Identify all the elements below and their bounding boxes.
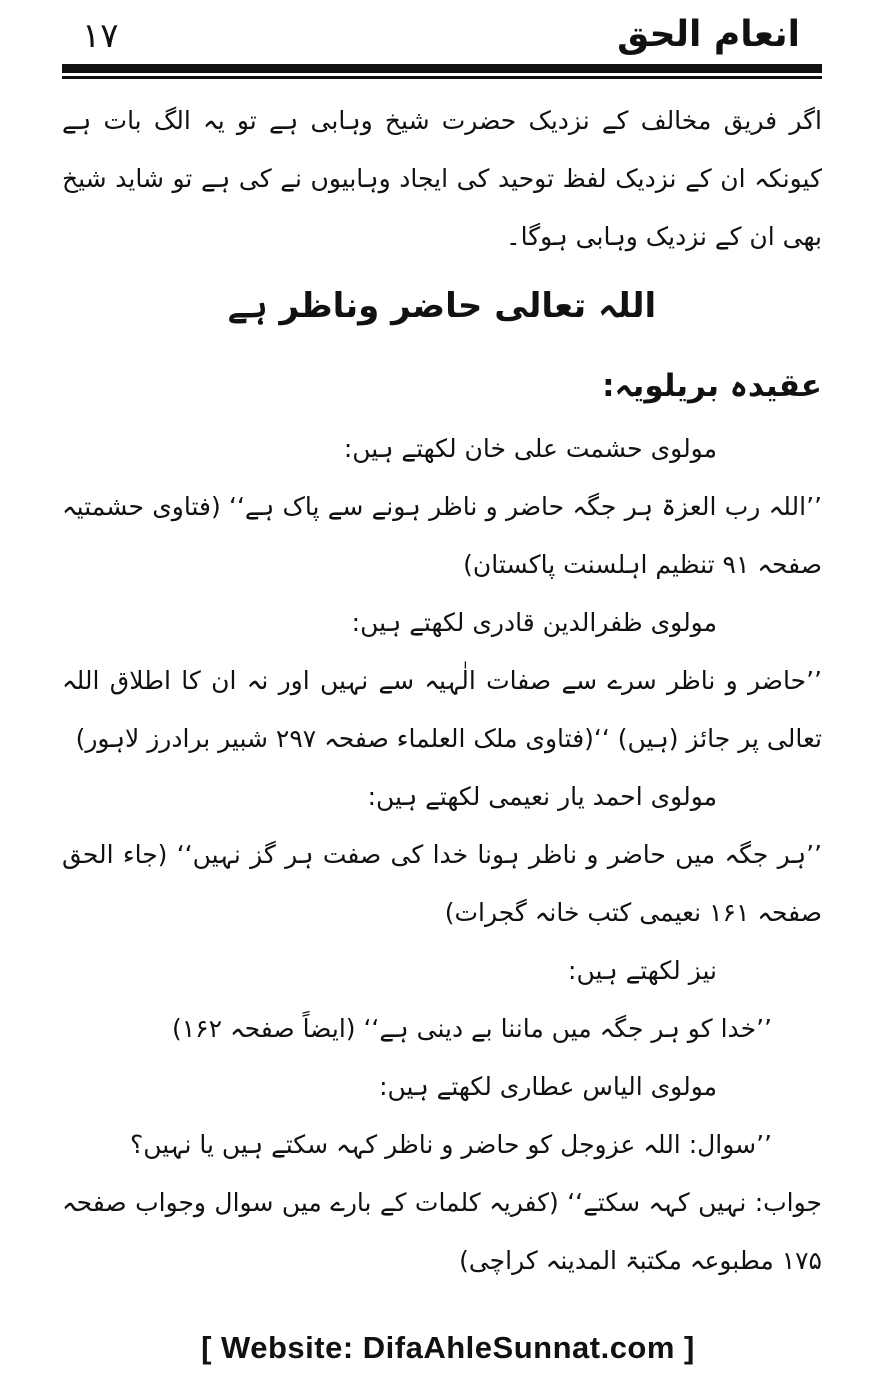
quote-malik-ulama: ’’حاضر و ناظر سرے سے صفات الٰہیہ سے نہیں اور نہ ان کا اطلاق اللہ تعالی پر جائز (ہیں) ‘‘(فتاوی ملک العلماء صفحہ ۲۹۷ شبیر برادرز لاہور) (62, 666, 822, 753)
quote-aydan: ’’خدا کو ہر جگہ میں ماننا بے دینی ہے‘‘ (ایضاً صفحہ ۱۶۲) (171, 1014, 772, 1043)
author-line-hashmat: مولوی حشمت علی خان لکھتے ہیں: (343, 434, 717, 463)
intro-paragraph: اگر فریق مخالف کے نزدیک حضرت شیخ وہابی ہے تو یہ الگ بات ہے کیونکہ ان کے نزدیک لفظ توحید کی ایجاد وہابیوں نے کی ہے تو شاید شیخ بھی ان کے نزدیک وہابی ہوگا۔ (62, 106, 822, 251)
author-line-further: نیز لکھتے ہیں: (568, 956, 717, 985)
page-content (62, 92, 822, 1290)
question-line: ’’سوال: اللہ عزوجل کو حاضر و ناظر کہہ سکتے ہیں یا نہیں؟ (129, 1130, 772, 1159)
website-footer: [ Website: DifaAhleSunnat.com ] (201, 1330, 695, 1365)
header-rule-thick (62, 64, 822, 73)
page-header (62, 12, 822, 60)
author-line-attari: مولوی الیاس عطاری لکھتے ہیں: (379, 1072, 717, 1101)
creed-subheading: عقیدہ بریلویہ: (602, 368, 822, 404)
header-rule-thin (62, 76, 822, 79)
page-number: ۱۷ (82, 16, 119, 56)
section-heading: اللہ تعالی حاضر وناظر ہے (227, 286, 657, 326)
book-title: انعام الحق (617, 14, 800, 55)
quote-ja-al-haq: ’’ہر جگہ میں حاضر و ناظر ہونا خدا کی صفت ہر گز نہیں‘‘ (جاء الحق صفحہ ۱۶۱ نعیمی کتب خانہ گجرات) (62, 840, 822, 927)
answer-line: جواب: نہیں کہہ سکتے‘‘ (کفریہ کلمات کے بارے میں سوال وجواب صفحہ ۱۷۵ مطبوعہ مکتبۃ المدینہ کراچی) (62, 1188, 822, 1275)
author-line-naeemi: مولوی احمد یار نعیمی لکھتے ہیں: (367, 782, 717, 811)
author-line-zafaruddin: مولوی ظفرالدین قادری لکھتے ہیں: (351, 608, 717, 637)
quote-hashmatiya: ’’اللہ رب العزۃ ہر جگہ حاضر و ناظر ہونے سے پاک ہے‘‘ (فتاوی حشمتیہ صفحہ ۹۱ تنظیم اہلسنت پاکستان) (62, 492, 822, 579)
